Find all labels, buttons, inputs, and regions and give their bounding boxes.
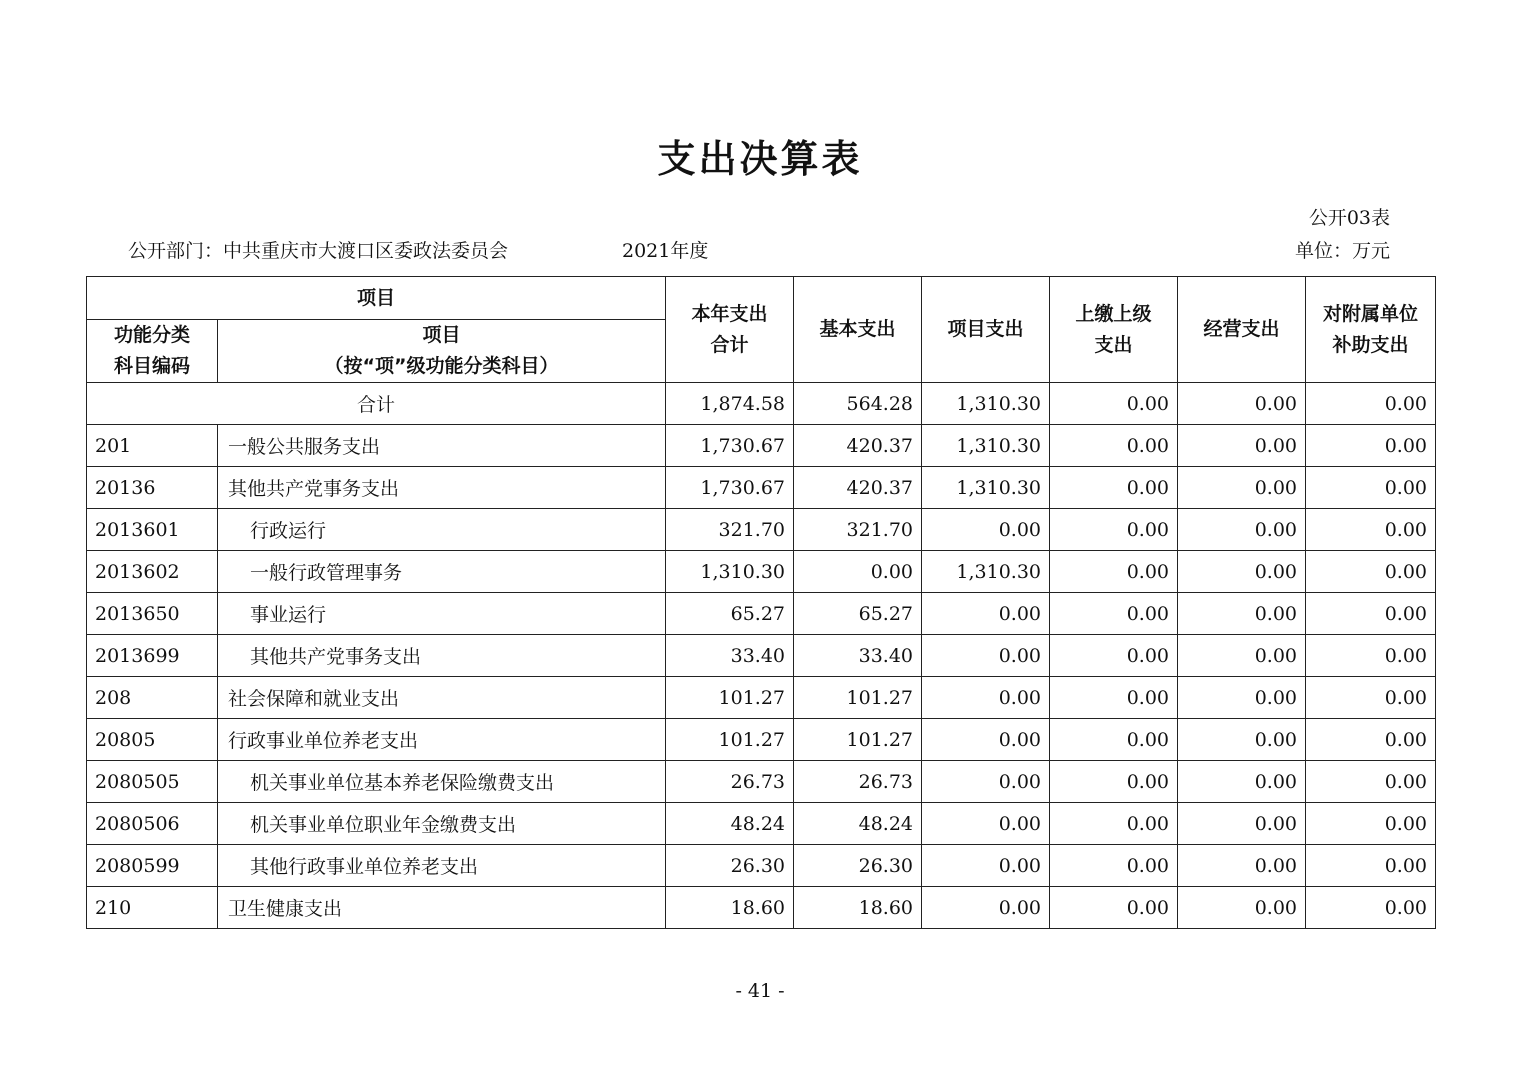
page-number: - 41 - bbox=[735, 980, 785, 1002]
row-value: 65.27 bbox=[666, 593, 794, 635]
row-name: 一般行政管理事务 bbox=[218, 551, 666, 593]
row-value: 1,310.30 bbox=[922, 551, 1050, 593]
row-value: 0.00 bbox=[1050, 719, 1178, 761]
row-value: 321.70 bbox=[794, 509, 922, 551]
row-code: 210 bbox=[87, 887, 218, 929]
unit-label: 单位：万元 bbox=[1294, 240, 1390, 262]
row-name: 机关事业单位职业年金缴费支出 bbox=[218, 803, 666, 845]
header-subsidy: 对附属单位 补助支出 bbox=[1306, 277, 1436, 383]
table-row bbox=[87, 845, 1436, 887]
row-value: 0.00 bbox=[1178, 425, 1306, 467]
row-value: 0.00 bbox=[1178, 467, 1306, 509]
row-value: 0.00 bbox=[1050, 593, 1178, 635]
row-value: 101.27 bbox=[666, 677, 794, 719]
row-value: 1,730.67 bbox=[666, 425, 794, 467]
table-row bbox=[87, 677, 1436, 719]
header-item: 项目 bbox=[87, 277, 666, 320]
row-name: 其他共产党事务支出 bbox=[218, 635, 666, 677]
row-name: 机关事业单位基本养老保险缴费支出 bbox=[218, 761, 666, 803]
table-row bbox=[87, 551, 1436, 593]
row-value: 0.00 bbox=[1178, 593, 1306, 635]
department-label: 公开部门：中共重庆市大渡口区委政法委员会 bbox=[128, 240, 509, 262]
row-value: 0.00 bbox=[1050, 509, 1178, 551]
row-value: 0.00 bbox=[1306, 887, 1436, 929]
form-number: 公开03表 bbox=[1308, 207, 1390, 229]
row-value: 0.00 bbox=[922, 761, 1050, 803]
header-basic: 基本支出 bbox=[794, 277, 922, 383]
row-value: 0.00 bbox=[1178, 677, 1306, 719]
row-name: 其他行政事业单位养老支出 bbox=[218, 845, 666, 887]
row-value: 0.00 bbox=[922, 845, 1050, 887]
table-row bbox=[87, 593, 1436, 635]
row-code: 2013602 bbox=[87, 551, 218, 593]
row-value: 0.00 bbox=[1306, 425, 1436, 467]
row-value: 0.00 bbox=[1306, 509, 1436, 551]
row-name: 其他共产党事务支出 bbox=[218, 467, 666, 509]
row-value: 33.40 bbox=[666, 635, 794, 677]
row-value: 26.30 bbox=[666, 845, 794, 887]
row-value: 48.24 bbox=[794, 803, 922, 845]
row-value: 0.00 bbox=[1306, 467, 1436, 509]
row-value: 420.37 bbox=[794, 467, 922, 509]
row-name: 一般公共服务支出 bbox=[218, 425, 666, 467]
total-cell: 0.00 bbox=[1306, 383, 1436, 425]
header-business: 经营支出 bbox=[1178, 277, 1306, 383]
header-upper: 上缴上级 支出 bbox=[1050, 277, 1178, 383]
row-value: 0.00 bbox=[922, 803, 1050, 845]
row-value: 0.00 bbox=[1178, 719, 1306, 761]
row-value: 0.00 bbox=[1306, 845, 1436, 887]
expenditure-table bbox=[86, 276, 1436, 929]
row-value: 65.27 bbox=[794, 593, 922, 635]
row-code: 2080505 bbox=[87, 761, 218, 803]
row-value: 420.37 bbox=[794, 425, 922, 467]
row-value: 0.00 bbox=[922, 887, 1050, 929]
row-name: 社会保障和就业支出 bbox=[218, 677, 666, 719]
row-value: 0.00 bbox=[922, 509, 1050, 551]
table-row bbox=[87, 719, 1436, 761]
table-row bbox=[87, 887, 1436, 929]
row-value: 0.00 bbox=[1306, 761, 1436, 803]
row-value: 1,730.67 bbox=[666, 467, 794, 509]
header-project: 项目支出 bbox=[922, 277, 1050, 383]
table-row bbox=[87, 803, 1436, 845]
total-cell: 0.00 bbox=[1178, 383, 1306, 425]
row-value: 0.00 bbox=[1306, 593, 1436, 635]
row-value: 0.00 bbox=[1178, 509, 1306, 551]
row-code: 208 bbox=[87, 677, 218, 719]
row-value: 0.00 bbox=[1050, 677, 1178, 719]
row-value: 0.00 bbox=[1178, 551, 1306, 593]
row-code: 2013650 bbox=[87, 593, 218, 635]
row-name: 行政事业单位养老支出 bbox=[218, 719, 666, 761]
total-cell: 1,874.58 bbox=[666, 383, 794, 425]
header-code: 功能分类 科目编码 bbox=[87, 320, 218, 383]
row-value: 0.00 bbox=[1178, 761, 1306, 803]
row-value: 0.00 bbox=[1178, 845, 1306, 887]
row-value: 0.00 bbox=[1050, 887, 1178, 929]
table-row bbox=[87, 425, 1436, 467]
row-value: 0.00 bbox=[1306, 551, 1436, 593]
row-value: 0.00 bbox=[1306, 719, 1436, 761]
row-value: 1,310.30 bbox=[922, 467, 1050, 509]
row-value: 101.27 bbox=[794, 719, 922, 761]
fiscal-year: 2021年度 bbox=[622, 240, 709, 262]
row-value: 18.60 bbox=[666, 887, 794, 929]
row-code: 2013699 bbox=[87, 635, 218, 677]
total-label: 合计 bbox=[87, 383, 666, 425]
row-value: 0.00 bbox=[1178, 635, 1306, 677]
page-title: 支出决算表 bbox=[657, 137, 863, 181]
row-value: 26.73 bbox=[794, 761, 922, 803]
row-value: 0.00 bbox=[1050, 635, 1178, 677]
row-value: 0.00 bbox=[922, 719, 1050, 761]
total-cell: 564.28 bbox=[794, 383, 922, 425]
row-value: 0.00 bbox=[922, 677, 1050, 719]
row-value: 0.00 bbox=[1050, 761, 1178, 803]
row-value: 321.70 bbox=[666, 509, 794, 551]
total-cell: 0.00 bbox=[1050, 383, 1178, 425]
row-value: 0.00 bbox=[1050, 803, 1178, 845]
row-value: 1,310.30 bbox=[666, 551, 794, 593]
row-value: 0.00 bbox=[922, 635, 1050, 677]
row-code: 201 bbox=[87, 425, 218, 467]
row-code: 2080599 bbox=[87, 845, 218, 887]
row-value: 0.00 bbox=[1050, 425, 1178, 467]
row-value: 0.00 bbox=[922, 593, 1050, 635]
row-code: 20805 bbox=[87, 719, 218, 761]
row-value: 26.30 bbox=[794, 845, 922, 887]
row-value: 0.00 bbox=[1306, 677, 1436, 719]
table-row bbox=[87, 467, 1436, 509]
row-value: 33.40 bbox=[794, 635, 922, 677]
row-value: 0.00 bbox=[1050, 845, 1178, 887]
row-value: 0.00 bbox=[794, 551, 922, 593]
row-value: 0.00 bbox=[1178, 803, 1306, 845]
row-name: 事业运行 bbox=[218, 593, 666, 635]
row-value: 101.27 bbox=[794, 677, 922, 719]
row-value: 1,310.30 bbox=[922, 425, 1050, 467]
row-value: 0.00 bbox=[1050, 551, 1178, 593]
row-code: 2080506 bbox=[87, 803, 218, 845]
row-value: 0.00 bbox=[1306, 803, 1436, 845]
row-value: 0.00 bbox=[1178, 887, 1306, 929]
table-row bbox=[87, 761, 1436, 803]
row-value: 101.27 bbox=[666, 719, 794, 761]
header-total: 本年支出 合计 bbox=[666, 277, 794, 383]
row-value: 0.00 bbox=[1050, 467, 1178, 509]
row-value: 48.24 bbox=[666, 803, 794, 845]
row-value: 26.73 bbox=[666, 761, 794, 803]
row-value: 0.00 bbox=[1306, 635, 1436, 677]
header-name: 项目 （按“项”级功能分类科目） bbox=[218, 320, 666, 383]
row-value: 18.60 bbox=[794, 887, 922, 929]
row-name: 卫生健康支出 bbox=[218, 887, 666, 929]
table-row bbox=[87, 635, 1436, 677]
total-row bbox=[87, 383, 1436, 425]
row-code: 20136 bbox=[87, 467, 218, 509]
total-cell: 1,310.30 bbox=[922, 383, 1050, 425]
table-row bbox=[87, 509, 1436, 551]
row-code: 2013601 bbox=[87, 509, 218, 551]
row-name: 行政运行 bbox=[218, 509, 666, 551]
